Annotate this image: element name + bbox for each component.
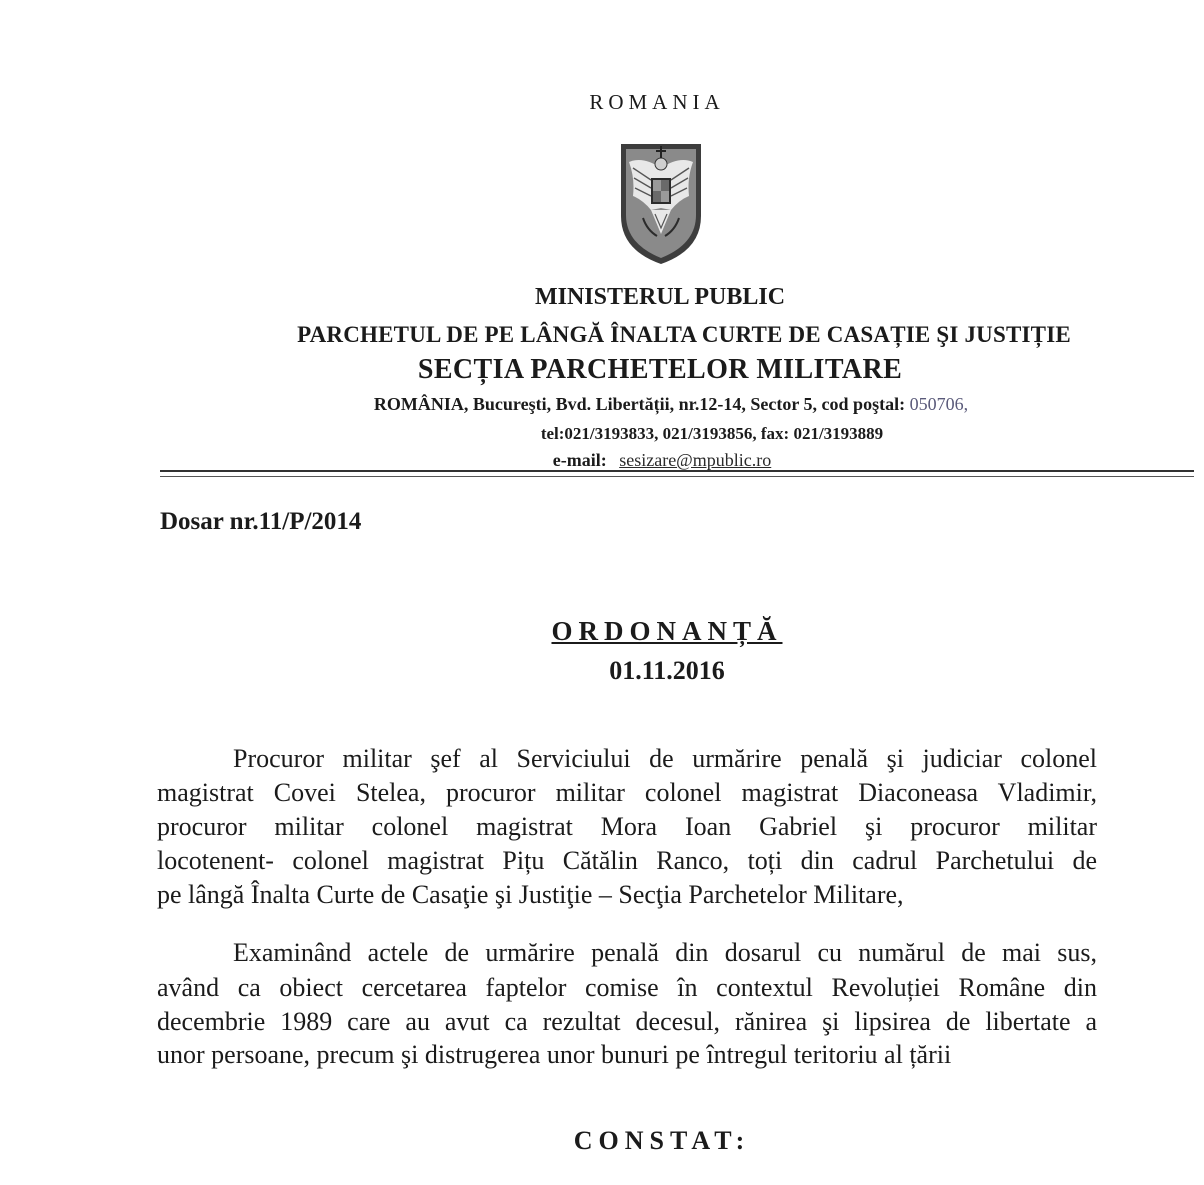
body-line: decembrie 1989 care au avut ca rezultat decesul, rănirea şi lipsirea de libertate a [157, 1007, 1097, 1036]
address-line [0, 394, 1204, 415]
ministry-name: MINISTERUL PUBLIC [534, 284, 786, 310]
body-line: având ca obiect cercetarea faptelor comise în contextul Revoluției Române din [157, 973, 1097, 1002]
letterhead-divider-thick [160, 470, 1194, 472]
letterhead-divider-thin [160, 476, 1194, 477]
section-name: SECȚIA PARCHETELOR MILITARE [417, 354, 903, 385]
section-heading: CONSTAT: [573, 1126, 751, 1155]
document-title [0, 616, 1204, 647]
body-line: pe lângă Înalta Curte de Casaţie şi Justiţie – Secţia Parchetelor Militare, [157, 880, 904, 909]
address-text: ROMÂNIA, Bucureşti, Bvd. Libertății, nr.12-14, Sector 5, cod poştal: [373, 394, 906, 414]
body-line: Examinând actele de urmărire penală din dosarul cu numărul de mai sus, [233, 938, 1097, 967]
country-name: ROMANIA [589, 90, 725, 114]
document-title-text: ORDONANȚĂ [551, 616, 783, 646]
email-line [0, 450, 1204, 471]
body-line: unor persoane, precum şi distrugerea unor bunuri pe întregul teritoriu al țării [157, 1040, 952, 1069]
email-link[interactable]: sesizare@mpublic.ro [619, 450, 772, 470]
email-label: e-mail: [552, 450, 607, 470]
romania-coat-of-arms-icon [617, 138, 705, 266]
body-line: procuror militar colonel magistrat Mora Ioan Gabriel şi procuror militar [157, 812, 1097, 841]
phone-line: tel:021/3193833, 021/3193856, fax: 021/3193889 [540, 424, 884, 443]
body-line: locotenent- colonel magistrat Pițu Cătălin Ranco, toți din cadrul Parchetului de [157, 846, 1097, 875]
body-line: Procuror militar şef al Serviciului de urmărire penală şi judiciar colonel [233, 744, 1097, 773]
case-file-number: Dosar nr.11/P/2014 [160, 508, 362, 535]
document-date: 01.11.2016 [609, 656, 725, 685]
prosecutor-office-name: PARCHETUL DE PE LÂNGĂ ÎNALTA CURTE DE CASAȚIE ŞI JUSTIȚIE [297, 322, 1071, 347]
postal-code: 050706, [909, 394, 969, 414]
body-line: magistrat Covei Stelea, procuror militar colonel magistrat Diaconeasa Vladimir, [157, 778, 1097, 807]
